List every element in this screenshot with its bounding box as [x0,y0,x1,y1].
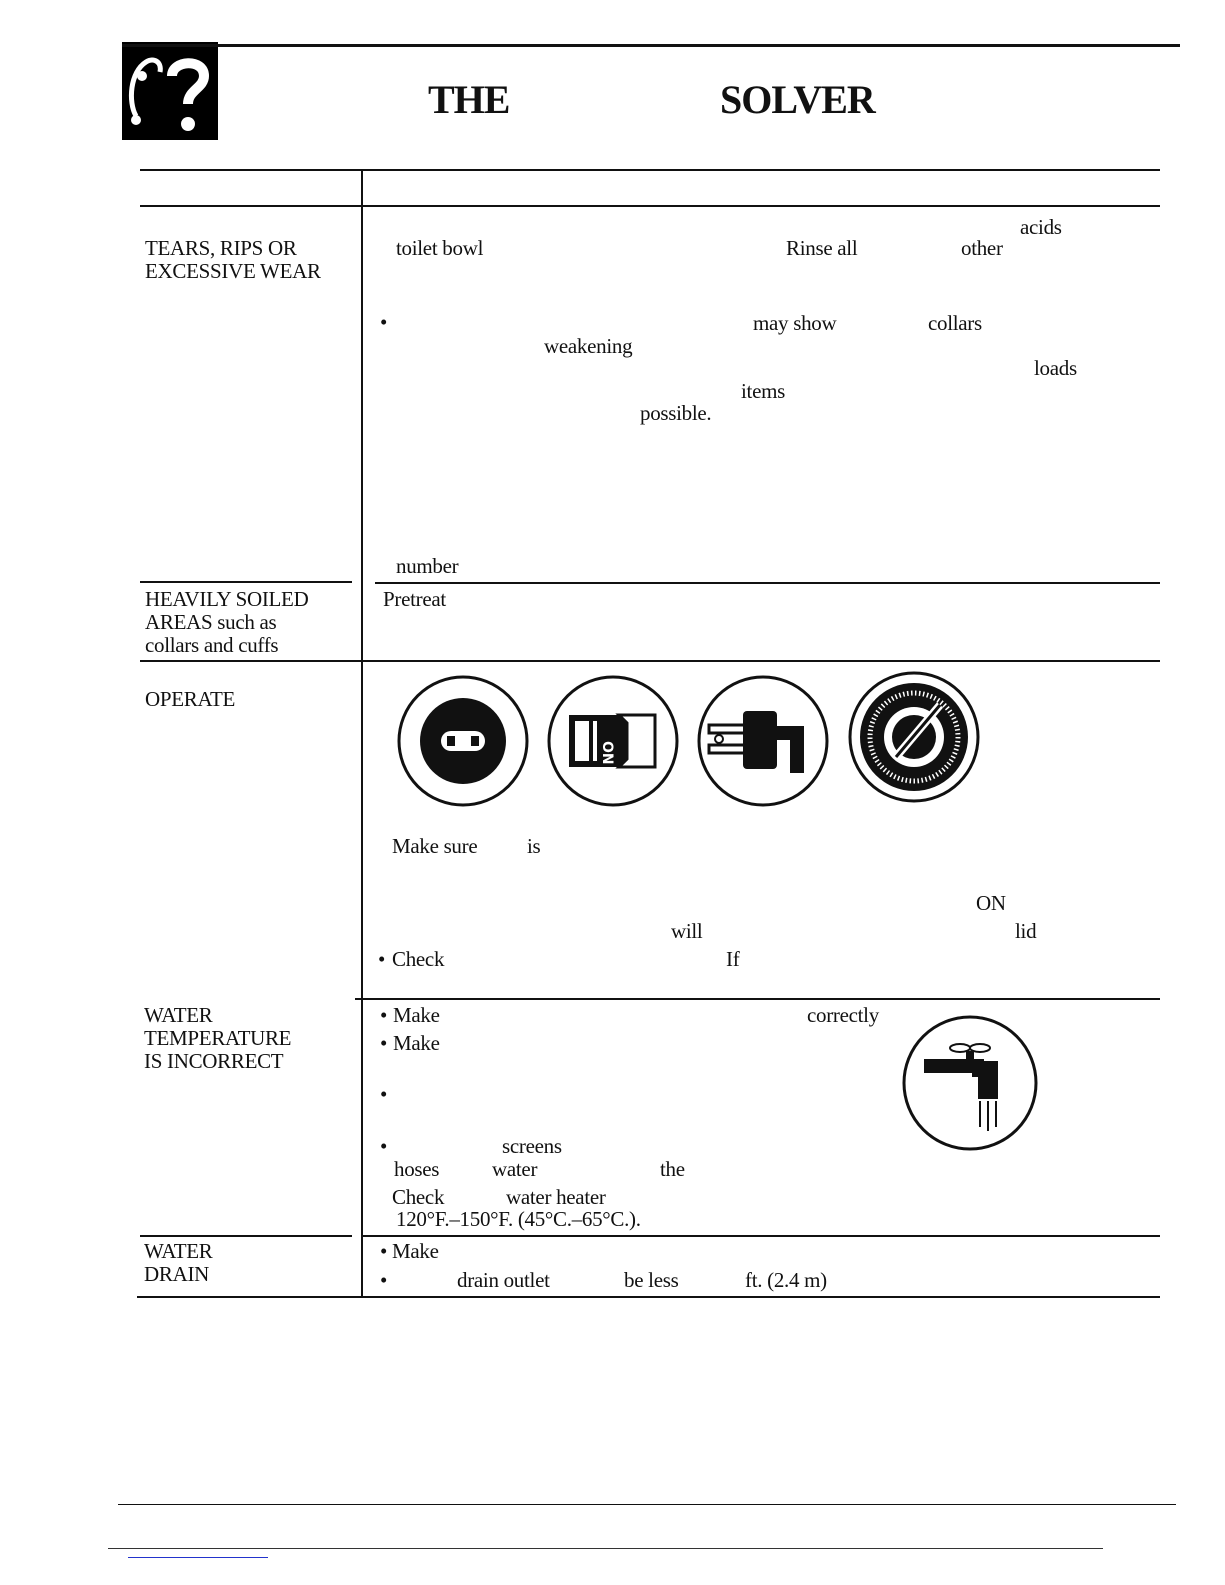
text-fragment: screens [502,1134,562,1158]
column-divider [361,169,363,1297]
row-label-line: DRAIN [144,1262,209,1286]
row-label-line: EXCESSIVE WEAR [145,259,321,283]
row-label-water-temp [144,1004,291,1073]
bullet-icon: • [380,1268,388,1292]
table-bottom-rule [137,1296,1160,1298]
bullet-icon: • [378,947,386,971]
row-divider-soiled-right [375,582,1160,584]
dial-icon [848,671,980,803]
text-fragment: is [527,834,541,858]
page-title-left: THE [428,77,510,122]
text-fragment: items [741,379,785,403]
row-label-line: IS INCORRECT [144,1049,284,1073]
text-fragment: be less [624,1268,679,1292]
question-mark-logo-icon [122,42,218,140]
row-divider-temp [355,998,1160,1000]
table-top-rule [140,169,1160,171]
row-label-line: collars and cuffs [145,633,279,657]
text-fragment: If [726,947,740,971]
row-label-soiled [145,588,308,657]
text-fragment: water [492,1157,538,1181]
footer-link-underline [128,1557,268,1558]
row-label-water-drain [144,1240,213,1286]
text-fragment: possible. [640,401,712,425]
text-fragment: Make sure [392,834,478,858]
text-fragment: 120°F.–150°F. (45°C.–65°C.). [396,1207,641,1231]
header-top-rule [122,44,1180,47]
text-fragment: loads [1034,356,1077,380]
text-fragment: ft. (2.4 m) [745,1268,827,1292]
text-fragment: lid [1015,919,1037,943]
faucet-icon [902,1015,1038,1151]
row-label-line: HEAVILY SOILED [145,587,309,611]
row-label-operate: OPERATE [145,687,236,711]
text-fragment: Pretreat [383,587,446,611]
text-fragment: Rinse all [786,236,858,260]
footer-rule-bottom [108,1548,1103,1549]
bullet-icon: • [380,1082,388,1106]
text-fragment: correctly [807,1003,879,1027]
bullet-icon: • [380,1134,388,1158]
plug-icon [697,675,829,807]
bullet-icon: • [380,1031,388,1055]
bullet-icon: • [380,1239,388,1263]
row-label-line: AREAS such as [145,610,277,634]
text-fragment: water heater [506,1185,606,1209]
svg-text:ON: ON [599,741,615,765]
text-fragment: Make [393,1031,440,1055]
text-fragment: Check [392,947,445,971]
text-fragment: drain outlet [457,1268,550,1292]
bullet-icon: • [380,1003,388,1027]
text-fragment: ON [976,891,1006,915]
bullet-icon: • [380,310,388,334]
row-divider-drain-right [362,1235,1160,1237]
row-label-line: WATER [144,1003,213,1027]
row-divider-operate [140,660,1160,662]
row-divider-soiled-left [140,581,352,583]
text-fragment: acids [1020,215,1062,239]
text-fragment: may show [753,311,837,335]
text-fragment: Check [392,1185,445,1209]
row-label-line: TEMPERATURE [144,1026,292,1050]
text-fragment: weakening [544,334,633,358]
row-label-line: TEARS, RIPS OR [145,236,297,260]
text-fragment: collars [928,311,982,335]
page-title-right: SOLVER [720,77,875,122]
text-fragment: toilet bowl [396,236,484,260]
text-fragment: Make [393,1003,440,1027]
text-fragment: Make [392,1239,439,1263]
outlet-icon [397,675,529,807]
text-fragment: number [396,554,459,578]
table-header-rule [140,205,1160,207]
text-fragment: will [671,919,703,943]
row-label-tears [145,237,321,283]
text-fragment: the [660,1157,685,1181]
text-fragment: hoses [394,1157,440,1181]
row-label-line: WATER [144,1239,213,1263]
on-switch-icon [547,675,679,807]
text-fragment: other [961,236,1003,260]
footer-rule [118,1504,1176,1505]
row-divider-drain-left [140,1235,352,1237]
